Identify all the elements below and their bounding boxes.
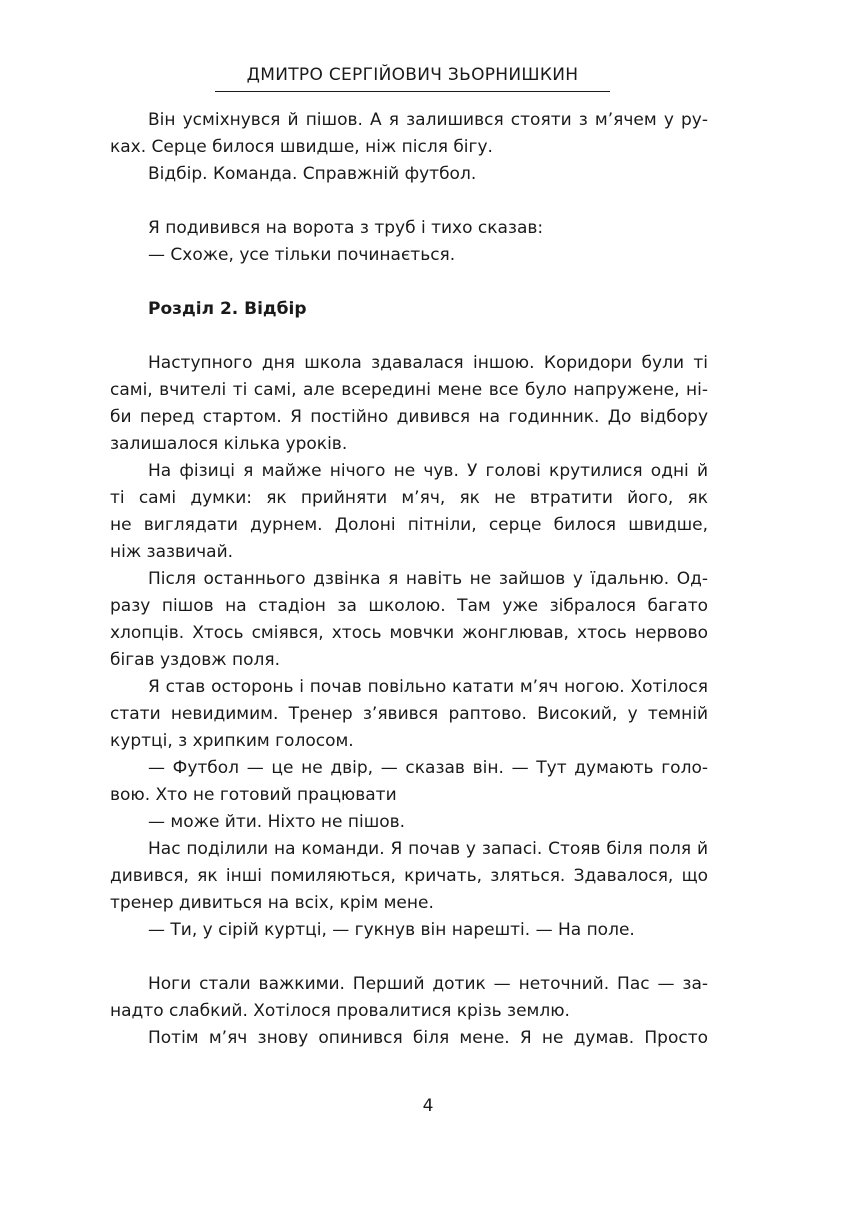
text-line: Відбір. Команда. Справжній футбол. [148, 164, 477, 184]
text-line: дивився, як інші помиляються, кричать, зляться. Здавалося, що [110, 866, 708, 886]
chapter-heading: Розділ 2. Відбір [148, 299, 307, 319]
header-divider [215, 91, 610, 92]
text-line: надто слабкий. Хотілося провалитися крізь землю. [110, 1001, 570, 1021]
text-line: стати невидимим. Тренер з’явився раптово. Високий, у темній [110, 704, 708, 724]
running-header-author: ДМИТРО СЕРГІЙОВИЧ ЗЬОРНИШКИН [246, 65, 579, 85]
text-line: вою. Хто не готовий працювати [110, 785, 397, 805]
text-line: бігав уздовж поля. [110, 650, 280, 670]
text-line: тренер дивиться на всіх, крім мене. [110, 893, 434, 913]
text-line: — Схоже, усе тільки починається. [148, 245, 456, 265]
text-line: би перед стартом. Я постійно дивився на годинник. До відбору [110, 407, 708, 427]
blank-line [110, 188, 708, 215]
blank-line [110, 323, 708, 350]
text-line: Я подивився на ворота з труб і тихо сказав: [148, 218, 544, 238]
text-line: Ноги стали важкими. Перший дотик — неточний. Пас — за- [148, 974, 708, 994]
text-line: Нас поділили на команди. Я почав у запасі. Стояв біля поля й [148, 839, 708, 859]
text-line: Після останнього дзвінка я навіть не зайшов у їдальню. Од- [148, 569, 708, 589]
text-line: ніж зазвичай. [110, 542, 234, 562]
text-line: ті самі думки: як прийняти м’яч, як не втратити його, як [110, 488, 708, 508]
text-line: куртці, з хрипким голосом. [110, 731, 354, 751]
text-line: самі, вчителі ті самі, але всередині мене все було напружене, ні- [110, 380, 708, 400]
text-line: Я став осторонь і почав повільно катати м’яч ногою. Хотілося [148, 677, 708, 697]
page-number: 4 [422, 1096, 434, 1116]
text-line: Наступного дня школа здавалася іншою. Коридори були ті [148, 353, 708, 373]
blank-line [110, 944, 708, 971]
page-body [110, 107, 708, 1052]
text-line: — Ти, у сірій куртці, — гукнув він нарешті. — На поле. [148, 920, 635, 940]
text-line: не виглядати дурнем. Долоні пітніли, серце билося швидше, [110, 515, 708, 535]
text-line: Він усміхнувся й пішов. А я залишився стояти з м’ячем у ру- [148, 110, 708, 130]
text-line: — Футбол — це не двір, — сказав він. — Тут думають голо- [148, 758, 708, 778]
text-line: ках. Серце билося швидше, ніж після бігу. [110, 137, 493, 157]
blank-line [110, 269, 708, 296]
text-line: Потім м’яч знову опинився біля мене. Я не думав. Просто [148, 1028, 708, 1048]
text-line: — може йти. Ніхто не пішов. [148, 812, 406, 832]
text-line: хлопців. Хтось сміявся, хтось мовчки жонглював, хтось нервово [110, 623, 708, 643]
text-line: На фізиці я майже нічого не чув. У голові крутилися одні й [148, 461, 708, 481]
text-line: залишалося кілька уроків. [110, 434, 348, 454]
text-line: разу пішов на стадіон за школою. Там уже зібралося багато [110, 596, 708, 616]
